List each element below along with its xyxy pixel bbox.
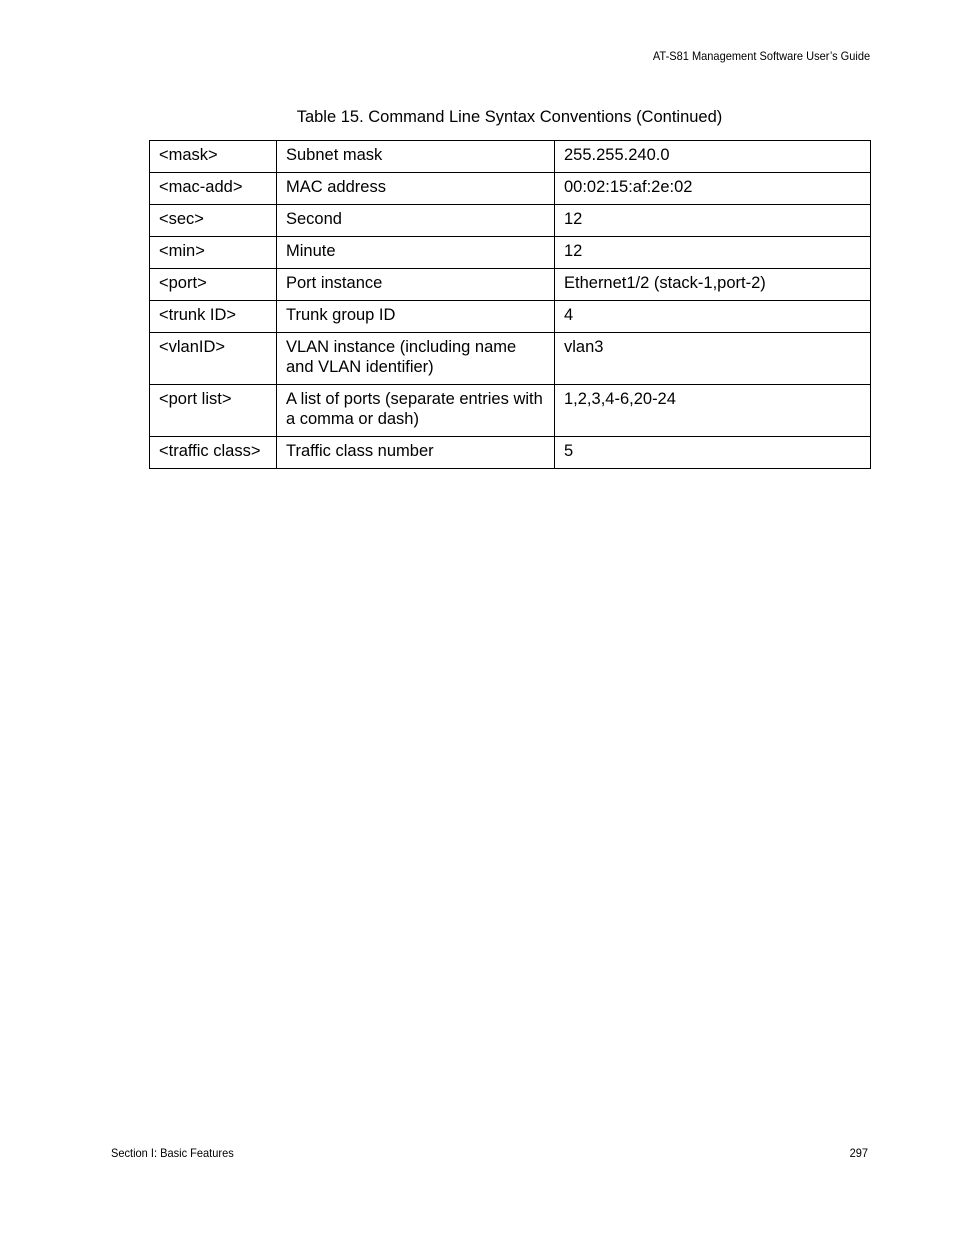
example-cell: vlan3 (555, 333, 871, 385)
syntax-cell: <sec> (150, 205, 277, 237)
description-cell: Minute (277, 237, 555, 269)
table-row (150, 141, 871, 173)
description-cell: A list of ports (separate entries with a comma or dash) (277, 385, 555, 437)
description-cell: Traffic class number (277, 437, 555, 469)
table-row (150, 205, 871, 237)
table-row (150, 333, 871, 385)
example-cell: 1,2,3,4-6,20-24 (555, 385, 871, 437)
syntax-cell: <port> (150, 269, 277, 301)
example-cell: 255.255.240.0 (555, 141, 871, 173)
example-cell: 12 (555, 237, 871, 269)
syntax-cell: <mac-add> (150, 173, 277, 205)
example-cell: 12 (555, 205, 871, 237)
description-cell: Second (277, 205, 555, 237)
footer-section-title: Section I: Basic Features (111, 1146, 234, 1160)
description-cell: MAC address (277, 173, 555, 205)
description-cell: Subnet mask (277, 141, 555, 173)
description-cell: VLAN instance (including name and VLAN identifier) (277, 333, 555, 385)
example-cell: 00:02:15:af:2e:02 (555, 173, 871, 205)
table-row (150, 301, 871, 333)
table-caption: Table 15. Command Line Syntax Conventions (Continued) (296, 108, 723, 126)
table-row (150, 437, 871, 469)
description-cell: Port instance (277, 269, 555, 301)
syntax-cell: <min> (150, 237, 277, 269)
table-row (150, 173, 871, 205)
example-cell: 4 (555, 301, 871, 333)
syntax-cell: <vlanID> (150, 333, 277, 385)
table-row (150, 237, 871, 269)
syntax-cell: <mask> (150, 141, 277, 173)
syntax-conventions-table (149, 140, 871, 469)
page-number: 297 (849, 1146, 868, 1160)
example-cell: 5 (555, 437, 871, 469)
table-row (150, 385, 871, 437)
table-row (150, 269, 871, 301)
example-cell: Ethernet1/2 (stack-1,port-2) (555, 269, 871, 301)
running-header: AT-S81 Management Software User’s Guide (652, 49, 870, 63)
syntax-cell: <traffic class> (150, 437, 277, 469)
syntax-cell: <port list> (150, 385, 277, 437)
description-cell: Trunk group ID (277, 301, 555, 333)
syntax-cell: <trunk ID> (150, 301, 277, 333)
